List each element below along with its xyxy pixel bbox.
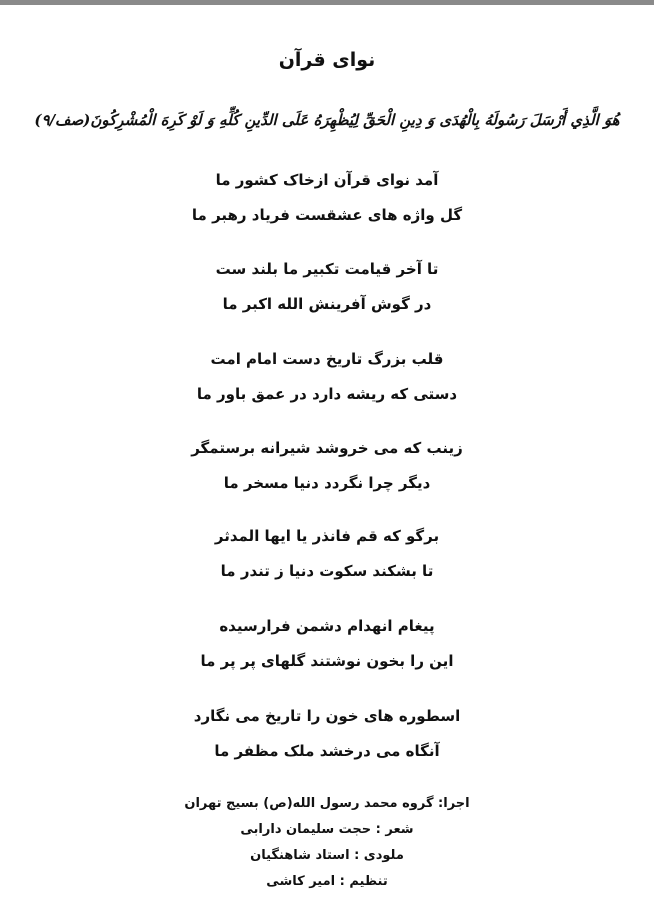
stanza — [0, 609, 654, 679]
poem-line: آنگاه می درخشد ملک مظفر ما — [214, 742, 440, 760]
stanza — [0, 252, 654, 322]
credit-melody: ملودی : استاد شاهنگیان — [250, 848, 404, 863]
credit-poet: شعر : حجت سلیمان دارابی — [240, 822, 414, 837]
poem-line: گل واژه های عشقست فریاد رهبر ما — [191, 206, 463, 224]
stanza — [0, 163, 654, 233]
document-page — [0, 5, 654, 913]
page-title: نوای قرآن — [278, 49, 376, 71]
poem-line: دیگر چرا نگردد دنیا مسخر ما — [223, 474, 431, 492]
credits — [0, 791, 654, 895]
stanza — [0, 342, 654, 412]
stanza — [0, 431, 654, 501]
poem-line: تا آخر قیامت تکبیر ما بلند ست — [215, 260, 439, 278]
poem-line: قلب بزرگ تاریخ دست امام امت — [210, 350, 444, 368]
credit-arrangement: تنظیم : امیر کاشی — [266, 874, 388, 889]
poem-line: این را بخون نوشتند گلهای پر پر ما — [200, 652, 454, 670]
poem-line: تا بشکند سکوت دنیا ز تندر ما — [220, 562, 434, 580]
quran-verse: هُوَ الَّذِي أَرْسَلَ رَسُولَهُ بِالْهُدَى وَ دِينِ الْحَقِّ لِيُظْهِرَهُ عَلَى الدِّينِ كُلِّهِ وَ لَوْ كَرِهَ الْمُشْرِكُونَ(صف/۹) — [34, 111, 620, 129]
poem-line: اسطوره های خون را تاریخ می نگارد — [193, 707, 461, 725]
poem-line: در گوش آفرینش الله اکبر ما — [222, 295, 432, 313]
poem-line: دستی که ریشه دارد در عمق باور ما — [196, 385, 458, 403]
poem-line: زینب که می خروشد شیرانه برستمگر — [191, 439, 463, 457]
stanza — [0, 699, 654, 769]
poem-line: آمد نوای قرآن ازخاک کشور ما — [215, 171, 439, 189]
poem-line: پیغام انهدام دشمن فرارسیده — [219, 617, 435, 635]
credit-performance: اجرا: گروه محمد رسول الله(ص) بسیج تهران — [184, 796, 470, 811]
stanza — [0, 519, 654, 589]
poem-line: برگو که قم فانذر یا ایها المدثر — [214, 527, 440, 545]
